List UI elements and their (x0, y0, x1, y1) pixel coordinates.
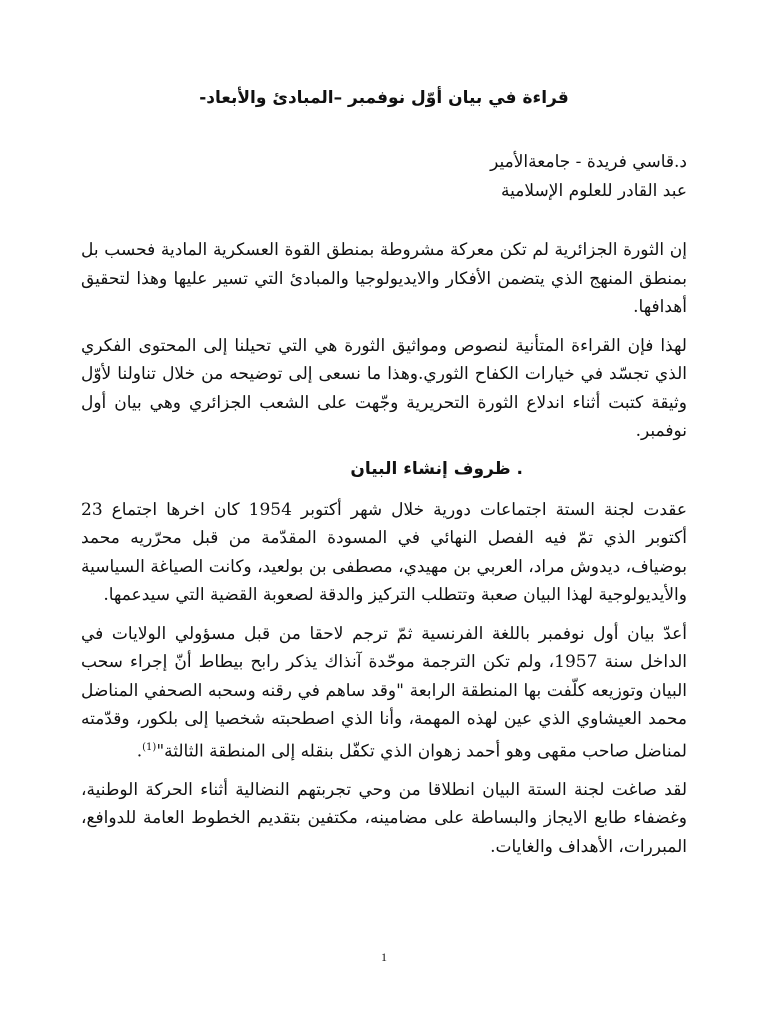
section-paragraph-2-text: أعدّ بيان أول نوفمبر باللغة الفرنسية ثمّ ترجم لاحقا من قبل مسؤولي الولايات في الداخل سنة 1957، ولم تكن الترجمة موحّدة آنذاك يذكر رابح بيطاط أنّ إجراء سحب البيان وتوزيعه كلّفت بها المنطقة الرابعة "وقد ساهم في رقنه وسحبه الصحفي المناضل محمد العيشاوي الذي عين لهذه المهمة، وأنا الذي اصطحبته شخصيا إلى بلكور، وقدّمته لمناضل صاحب مقهى وهو أحمد زهوان الذي تكفّل بنقله إلى المنطقة الثالثة" (81, 623, 687, 762)
author-institution: عبد القادر للعلوم الإسلامية (501, 181, 687, 201)
document-title: قراءة في بيان أوّل نوفمبر –المبادئ والأبعاد- (199, 88, 569, 108)
section-paragraph-3: لقد صاغت لجنة الستة البيان انطلاقا من وحي تجربتهم النضالية أثناء الحركة الوطنية، وغضفاء طابع الايجاز والبساطة على مضامينه، مكتفين بتقديم الخطوط العامة للدوافع، المبررات، الأهداف والغايات. (81, 779, 687, 857)
intro-paragraph-1: إن الثورة الجزائرية لم تكن معركة مشروطة بمنطق القوة العسكرية المادية فحسب بل بمنطق المنهج الذي يتضمن الأفكار والايديولوجيا والمبادئ التي تسير عليها وهذا لتحقيق أهدافها. (81, 240, 687, 317)
intro-paragraph-2: لهذا فإن القراءة المتأنية لنصوص ومواثيق الثورة هي التي تحيلنا إلى المحتوى الفكري الذي تجسّد في خيارات الكفاح الثوري.وهذا ما نسعى إلى توضيحه من خلال تناولنا لأوّل وثيقة كتبت أثناء اندلاع الثورة التحريرية وجّهت على الشعب الجزائري وهي بيان أول نوفمبر. (81, 335, 687, 441)
section-heading: . ظروف إنشاء البيان (350, 458, 523, 479)
section-paragraph-2 (81, 620, 687, 766)
footnote-reference: (1) (142, 741, 157, 753)
footnote-trailing-period: . (136, 741, 143, 762)
section-paragraph-1: عقدت لجنة الستة اجتماعات دورية خلال شهر أكتوبر 1954 كان اخرها اجتماع 23 أكتوبر الذي تمّ فيه الفصل النهائي في المسودة المقدّمة من قبل محرّريه محمد بوضياف، ديدوش مراد، العربي بن مهيدي، مصطفى بن بولعيد، وكانت الصياغة السياسية والأيديولوجية لهذا البيان صعبة وتتطلب التركيز والدقة لصعوبة القضية التي سيدعمها. (81, 499, 687, 605)
document-body (81, 236, 687, 871)
author-block (490, 148, 687, 206)
page-number: 1 (381, 950, 387, 964)
author-name-affiliation: د.قاسي فريدة - جامعةالأمير (490, 152, 687, 172)
